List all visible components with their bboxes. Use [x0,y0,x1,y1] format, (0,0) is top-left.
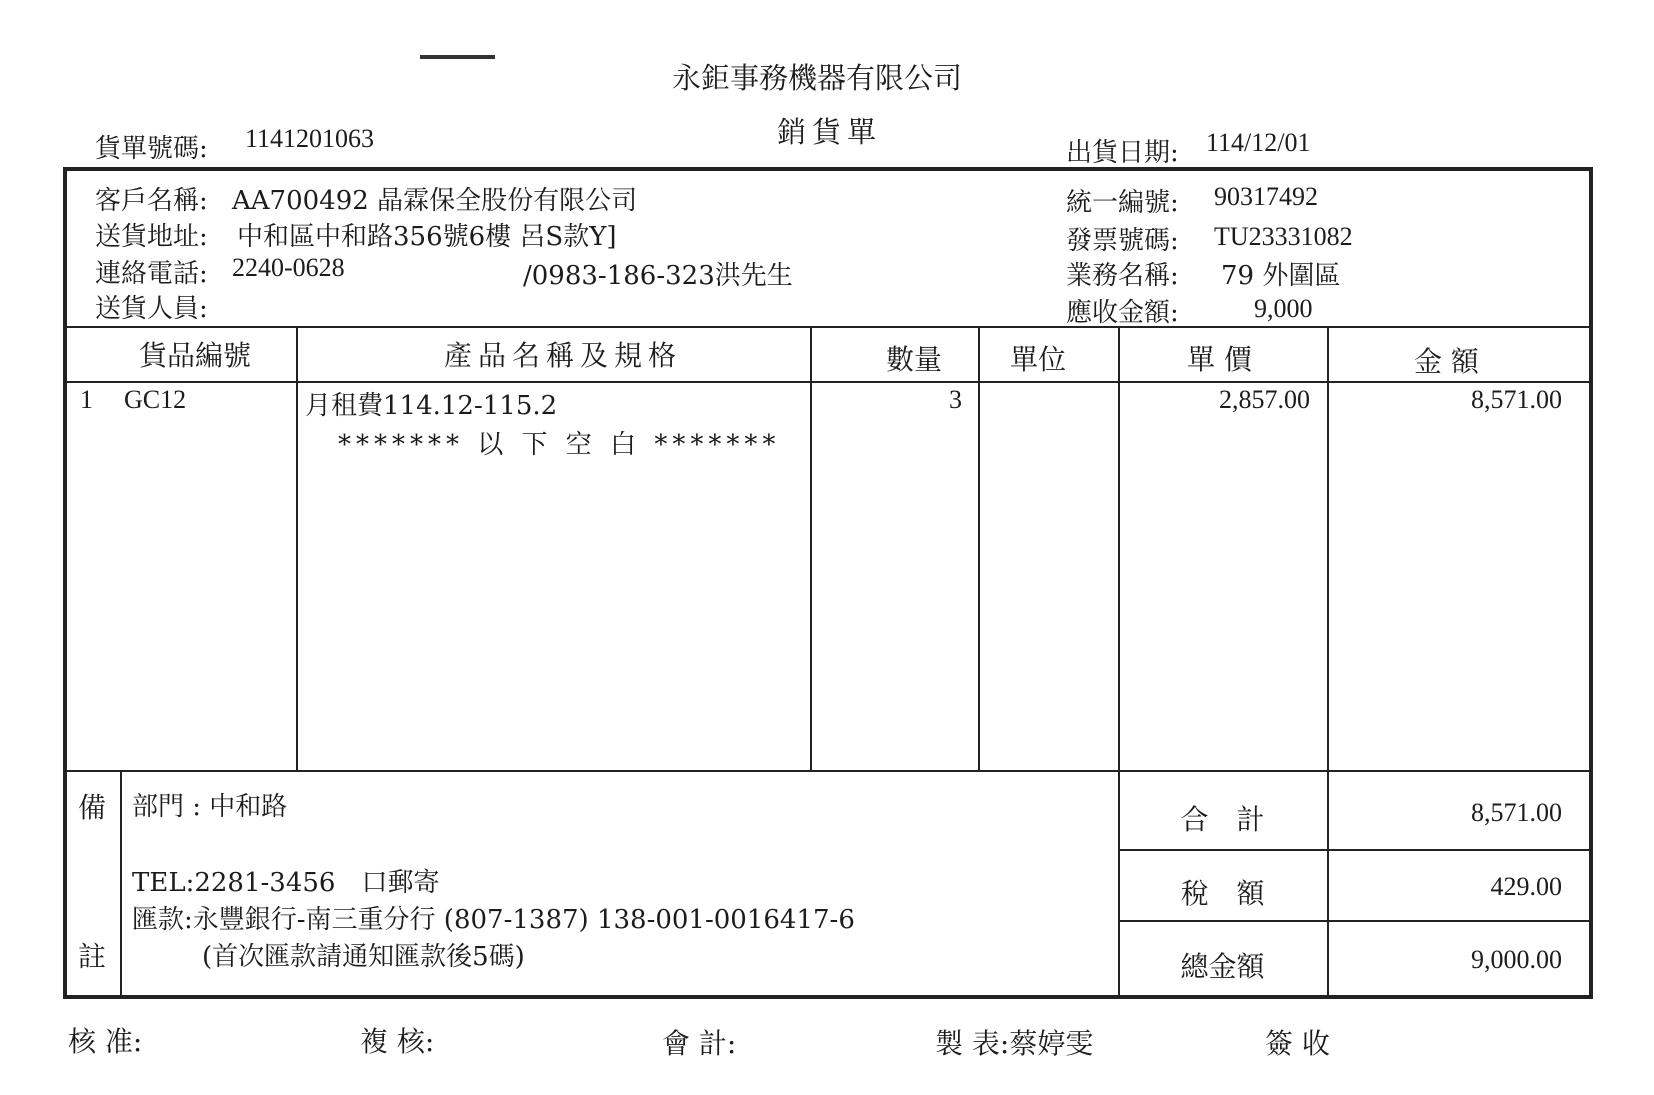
header-code: 貨品編號 [138,339,251,372]
tax-label: 稅 額 [1180,877,1265,910]
col-line-4 [1118,327,1120,995]
phone-value: 2240-0628 [232,253,345,282]
sign-prepared: 製 表:蔡婷雯 [935,1027,1094,1060]
remarks-label-line [120,771,122,995]
remarks-dept: 部門 : 中和路 [132,792,288,822]
totals-divider-2 [1118,920,1591,922]
remarks-bank: 匯款:永豐銀行-南三重分行 (807-1387) 138-001-0016417-6 [132,905,855,935]
ship-date-label: 出貨日期: [1066,138,1179,168]
body-divider [65,770,1591,772]
company-name: 永鉅事務機器有限公司 [672,61,963,95]
invoice-label: 發票號碼: [1066,226,1179,256]
subtotal-value: 8,571.00 [1471,798,1562,827]
receivable-label: 應收金額: [1066,298,1179,328]
phone-value-2: /0983-186-323洪先生 [523,261,793,291]
ship-date-value: 114/12/01 [1206,128,1311,157]
sales-label: 業務名稱: [1066,261,1179,291]
sign-receipt: 簽 收 [1265,1027,1330,1060]
row-code: GC12 [124,385,187,414]
order-no-label: 貨單號碼: [95,134,208,164]
header-divider [65,381,1591,383]
header-amount: 金 額 [1414,345,1479,378]
doc-title: 銷貨單 [777,115,883,149]
address-label: 送貨地址: [95,222,208,252]
grand-total-label: 總金額 [1180,950,1265,983]
receivable-value: 9,000 [1254,294,1313,323]
sign-review: 複 核: [360,1025,435,1058]
grand-total-value: 9,000.00 [1471,945,1562,974]
col-line-2 [810,327,812,771]
subtotal-label: 合 計 [1180,803,1265,836]
blank-note: ******* 以 下 空 白 ******* [338,430,781,460]
invoice-value: TU23331082 [1214,222,1353,251]
scan-mark [420,55,495,59]
sign-approve: 核 准: [68,1025,143,1058]
header-product: 產品名稱及規格 [443,339,682,372]
remarks-tel: TEL:2281-3456 口郵寄 [132,868,440,898]
address-value: 中和區中和路356號6樓 呂S款Y] [237,222,617,252]
customer-name-label: 客戶名稱: [95,186,208,216]
tax-id-value: 90317492 [1214,182,1318,211]
col-line-5 [1327,327,1329,995]
row-qty: 3 [949,385,962,414]
sales-value: 79 外圍區 [1221,261,1341,291]
row-product-name: 月租費114.12-115.2 [305,391,558,421]
col-line-3 [978,327,980,771]
col-line-1 [296,327,298,771]
tax-id-label: 統一編號: [1066,188,1179,218]
info-divider [65,326,1591,328]
row-amount: 8,571.00 [1471,385,1562,414]
row-index: 1 [80,385,93,414]
sign-accounting: 會 計: [662,1027,737,1060]
phone-label: 連絡電話: [95,259,208,289]
header-price: 單 價 [1187,343,1252,376]
header-unit: 單位 [1010,343,1067,376]
row-price: 2,857.00 [1219,385,1310,414]
customer-name-value: AA700492 晶霖保全股份有限公司 [232,186,638,216]
remarks-note: (首次匯款請通知匯款後5碼) [202,942,525,972]
remarks-label-bottom: 註 [78,940,107,973]
header-qty: 數量 [886,343,943,376]
totals-divider-1 [1118,849,1591,851]
delivery-label: 送貨人員: [95,294,208,324]
order-no-value: 1141201063 [245,124,375,153]
tax-value: 429.00 [1490,872,1562,901]
remarks-label-top: 備 [78,791,107,824]
